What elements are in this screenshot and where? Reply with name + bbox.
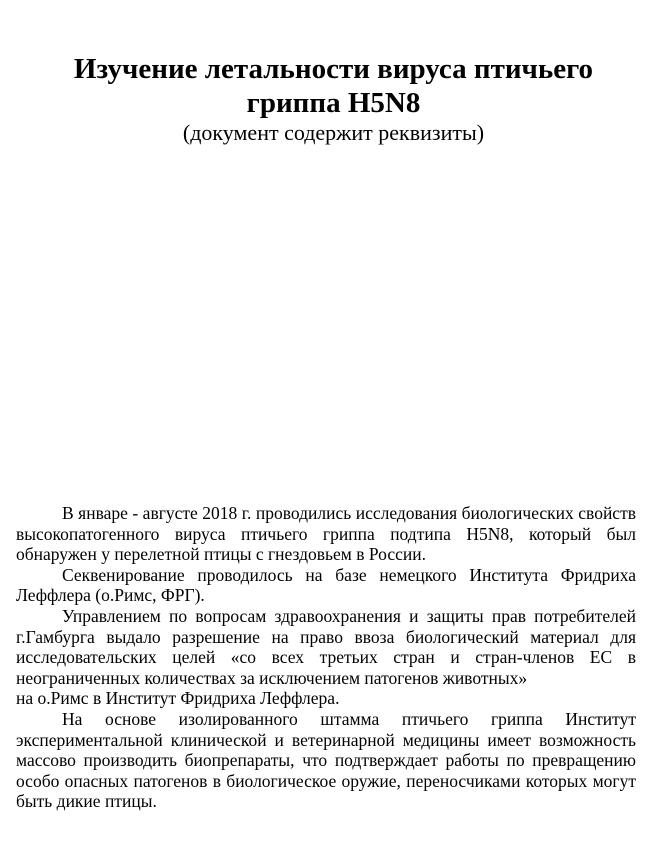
paragraph-bioweapon: На основе изолированного штамма птичьего гриппа Институт экспериментальной клинической и ветеринарной медицины имеет возможность массово производить биопрепараты, что подтверждает работы по превращению особо опасных патогенов в биологическое оружие, переносчиками которых могут быть дикие птицы. <box>16 708 636 812</box>
document-title-line-1: Изучение летальности вируса птичьего <box>73 53 594 85</box>
document-subtitle: (документ содержит реквизиты) <box>182 120 485 145</box>
paragraph-sequencing: Секвенирование проводилось на базе немецкого Института Фридриха Леффлера (о.Римс, ФРГ). <box>16 564 636 606</box>
paragraph-permit-destination: на о.Римс в Институт Фридриха Леффлера. <box>16 688 340 709</box>
paragraph-permit: Управлением по вопросам здравоохранения и защиты прав потребителей г.Гамбурга выдало разрешение на право ввоза биологический материал для исследовательских целей «со всех третьих стран и стран-членов ЕС в неограниченных количествах за исключением патогенов животных» <box>16 605 636 688</box>
document-title-line-2: гриппа H5N8 <box>246 87 421 119</box>
paragraph-research: В январе - августе 2018 г. проводились исследования биологических свойств высокопатогенного вируса птичьего гриппа подтипа H5N8, который был обнаружен у перелетной птицы с гнездовьем в России. <box>16 503 636 565</box>
document-body <box>16 503 636 812</box>
